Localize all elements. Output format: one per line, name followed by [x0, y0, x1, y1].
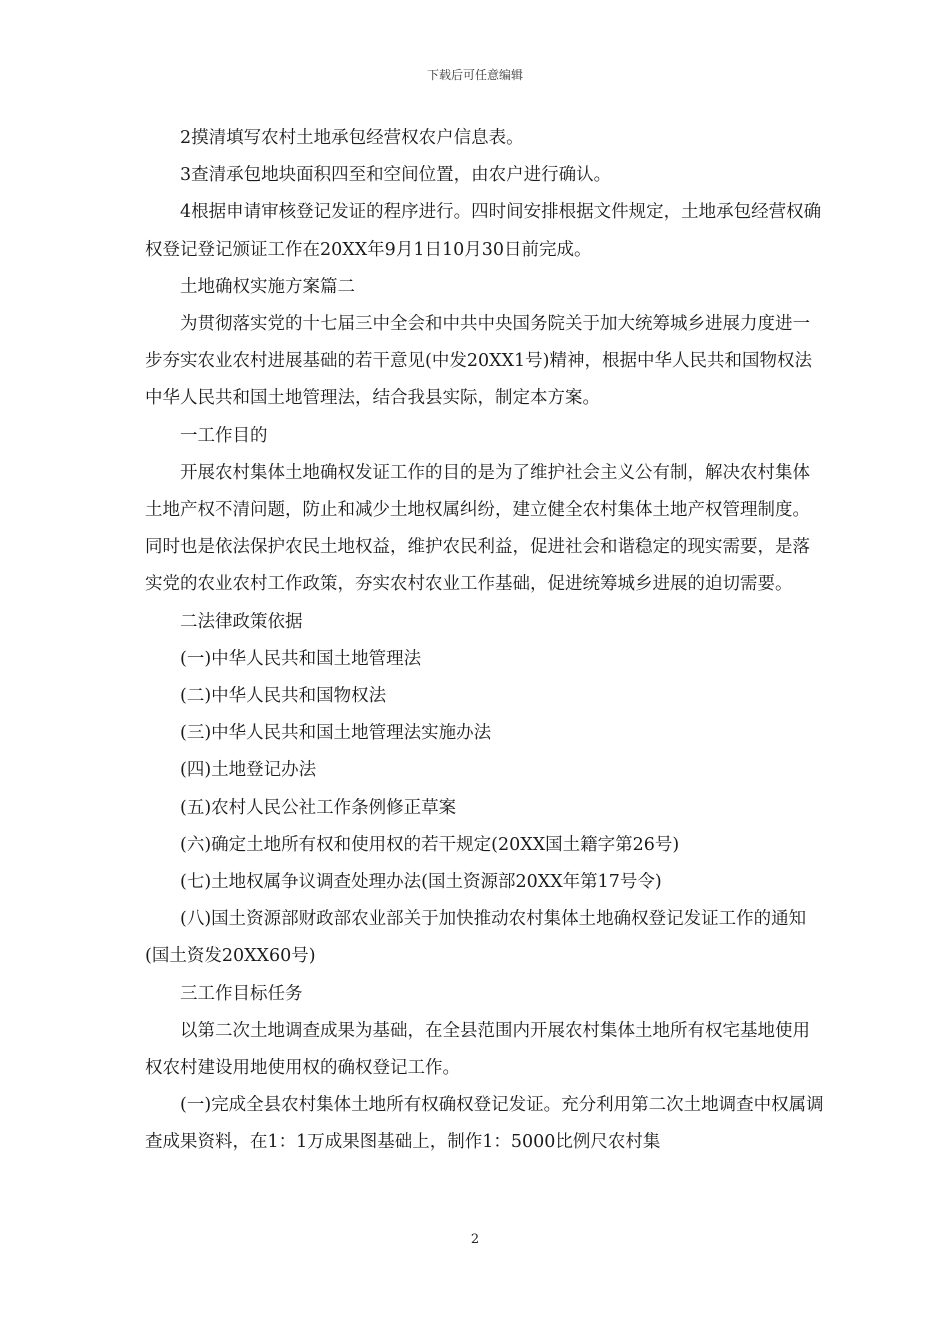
- document-body: [145, 120, 825, 1162]
- page-header: 下载后可任意编辑: [426, 68, 523, 82]
- paragraph: 3查清承包地块面积四至和空间位置，由农户进行确认。: [180, 165, 612, 186]
- list-item: (三)中华人民共和国土地管理法实施办法: [180, 723, 492, 744]
- paragraph: 2摸清填写农村土地承包经营权农户信息表。: [180, 128, 524, 148]
- list-item: (一)中华人民共和国土地管理法: [180, 648, 422, 669]
- paragraph: 为贯彻落实党的十七届三中全会和中共中央国务院关于加大统筹城乡进展力度进一步夯实农业农村进展基础的若干意见(中发20XX1号)精神，根据中华人民共和国物权法中华人民共和国土地管理法，结合我县实际，制定本方案。: [145, 314, 812, 409]
- list-item: (二)中华人民共和国物权法: [180, 686, 387, 707]
- list-item: (六)确定土地所有权和使用权的若干规定(20XX国土籍字第26号): [180, 834, 680, 855]
- list-item: (七)土地权属争议调查处理办法(国土资源部20XX年第17号令): [180, 872, 662, 893]
- paragraph: 开展农村集体土地确权发证工作的目的是为了维护社会主义公有制，解决农村集体土地产权不清问题，防止和减少土地权属纠纷，建立健全农村集体土地产权管理制度。同时也是依法保护农民土地权益，维护农民利益，促进社会和谐稳定的现实需要，是落实党的农业农村工作政策，夯实农村农业工作基础，促进统筹城乡进展的迫切需要。: [145, 462, 810, 595]
- paragraph: 4根据申请审核登记发证的程序进行。四时间安排根据文件规定，土地承包经营权确权登记登记颁证工作在20XX年9月1日10月30日前完成。: [145, 202, 822, 260]
- section-title: 土地确权实施方案篇二: [180, 276, 355, 297]
- paragraph: (一)完成全县农村集体土地所有权确权登记发证。充分利用第二次土地调查中权属调查成果资料，在1：1万成果图基础上，制作1：5000比例尺农村集: [145, 1095, 824, 1153]
- page-number: 2: [470, 1232, 480, 1247]
- paragraph: 以第二次土地调查成果为基础，在全县范围内开展农村集体土地所有权宅基地使用权农村建设用地使用权的确权登记工作。: [145, 1020, 810, 1079]
- list-item: (五)农村人民公社工作条例修正草案: [180, 797, 457, 818]
- section-heading: 一工作目的: [180, 425, 268, 446]
- list-item: (八)国土资源部财政部农业部关于加快推动农村集体土地确权登记发证工作的通知(国土资发20XX60号): [145, 909, 807, 967]
- section-heading: 三工作目标任务: [180, 983, 303, 1004]
- list-item: (四)土地登记办法: [180, 760, 317, 781]
- section-heading: 二法律政策依据: [180, 611, 303, 632]
